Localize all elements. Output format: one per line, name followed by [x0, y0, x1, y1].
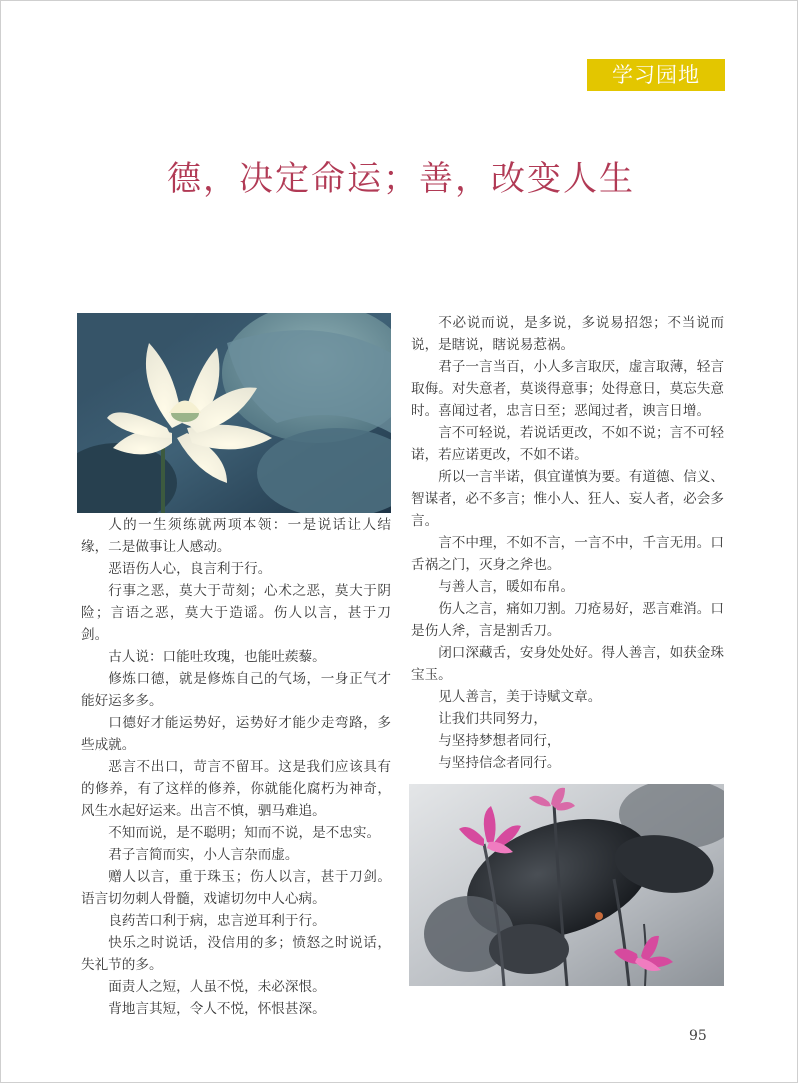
paragraph: 快乐之时说话，没信用的多；愤怒之时说话，失礼节的多。: [81, 935, 391, 973]
paragraph: 背地言其短，令人不悦，怀恨甚深。: [108, 1001, 326, 1017]
paragraph: 闭口深藏舌，安身处处好。得人善言，如获金珠宝玉。: [411, 645, 724, 683]
section-badge: 学习园地: [587, 59, 725, 91]
pink-lotus-painting: [409, 784, 724, 986]
paragraph: 伤人之言，痛如刀割。刀疮易好，恶言难消。口是伤人斧，言是割舌刀。: [411, 601, 724, 639]
paragraph: 君子一言当百，小人多言取厌，虚言取薄，轻言取侮。对失意者，莫谈得意事；处得意日，莫忘失意时。喜闻过者，忠言日至；恶闻过者，谀言日增。: [411, 359, 724, 419]
paragraph: 恶语伤人心，良言利于行。: [108, 561, 272, 577]
paragraph: 修炼口德，就是修炼自己的气场，一身正气才能好运多多。: [81, 671, 391, 709]
article-title: 德，决定命运；善，改变人生: [167, 159, 635, 199]
paragraph: 良药苦口利于病，忠言逆耳利于行。: [108, 913, 326, 929]
paragraph: 言不中理，不如不言，一言不中，千言无用。口舌祸之门，灭身之斧也。: [411, 535, 724, 573]
paragraph: 不必说而说，是多说，多说易招怨；不当说而说，是瞎说，瞎说易惹祸。: [411, 315, 724, 353]
paragraph: 不知而说，是不聪明；知而不说，是不忠实。: [108, 825, 381, 841]
paragraph: 与善人言，暖如布帛。: [438, 579, 575, 595]
paragraph: 恶言不出口，苛言不留耳。这是我们应该具有的修养，有了这样的修养，你就能化腐朽为神奇，风生水起好运来。出言不慎，驷马难追。: [81, 759, 391, 819]
paragraph: 古人说：口能吐玫瑰，也能吐蒺藜。: [108, 649, 326, 665]
article-left-column: [81, 514, 391, 1020]
paragraph: 赠人以言，重于珠玉；伤人以言，甚于刀剑。语言切勿刺人骨髓，戏谑切勿中人心病。: [81, 869, 391, 907]
paragraph: 面责人之短，人虽不悦，未必深恨。: [108, 979, 326, 995]
paragraph: 所以一言半诺，俱宜谨慎为要。有道德、信义、智谋者，必不多言；惟小人、狂人、妄人者，必会多言。: [411, 469, 724, 529]
page-number: 95: [689, 1028, 707, 1044]
paragraph: 与坚持梦想者同行，: [438, 733, 561, 749]
article-right-column: [411, 312, 724, 774]
paragraph: 言不可轻说，若说话更改，不如不说；言不可轻诺，若应诺更改，不如不诺。: [411, 425, 724, 463]
paragraph: 君子言简而实，小人言杂而虚。: [108, 847, 299, 863]
paragraph: 人的一生须练就两项本领：一是说话让人结缘，二是做事让人感动。: [81, 517, 391, 555]
paragraph: 让我们共同努力，: [438, 711, 547, 727]
paragraph: 行事之恶，莫大于苛刻；心术之恶，莫大于阴险；言语之恶，莫大于造谣。伤人以言，甚于刀剑。: [81, 583, 391, 643]
paragraph: 口德好才能运势好，运势好才能少走弯路，多些成就。: [81, 715, 391, 753]
white-lotus-painting: [77, 313, 391, 513]
paragraph: 见人善言，美于诗赋文章。: [438, 689, 602, 705]
paragraph: 与坚持信念者同行。: [438, 755, 561, 771]
